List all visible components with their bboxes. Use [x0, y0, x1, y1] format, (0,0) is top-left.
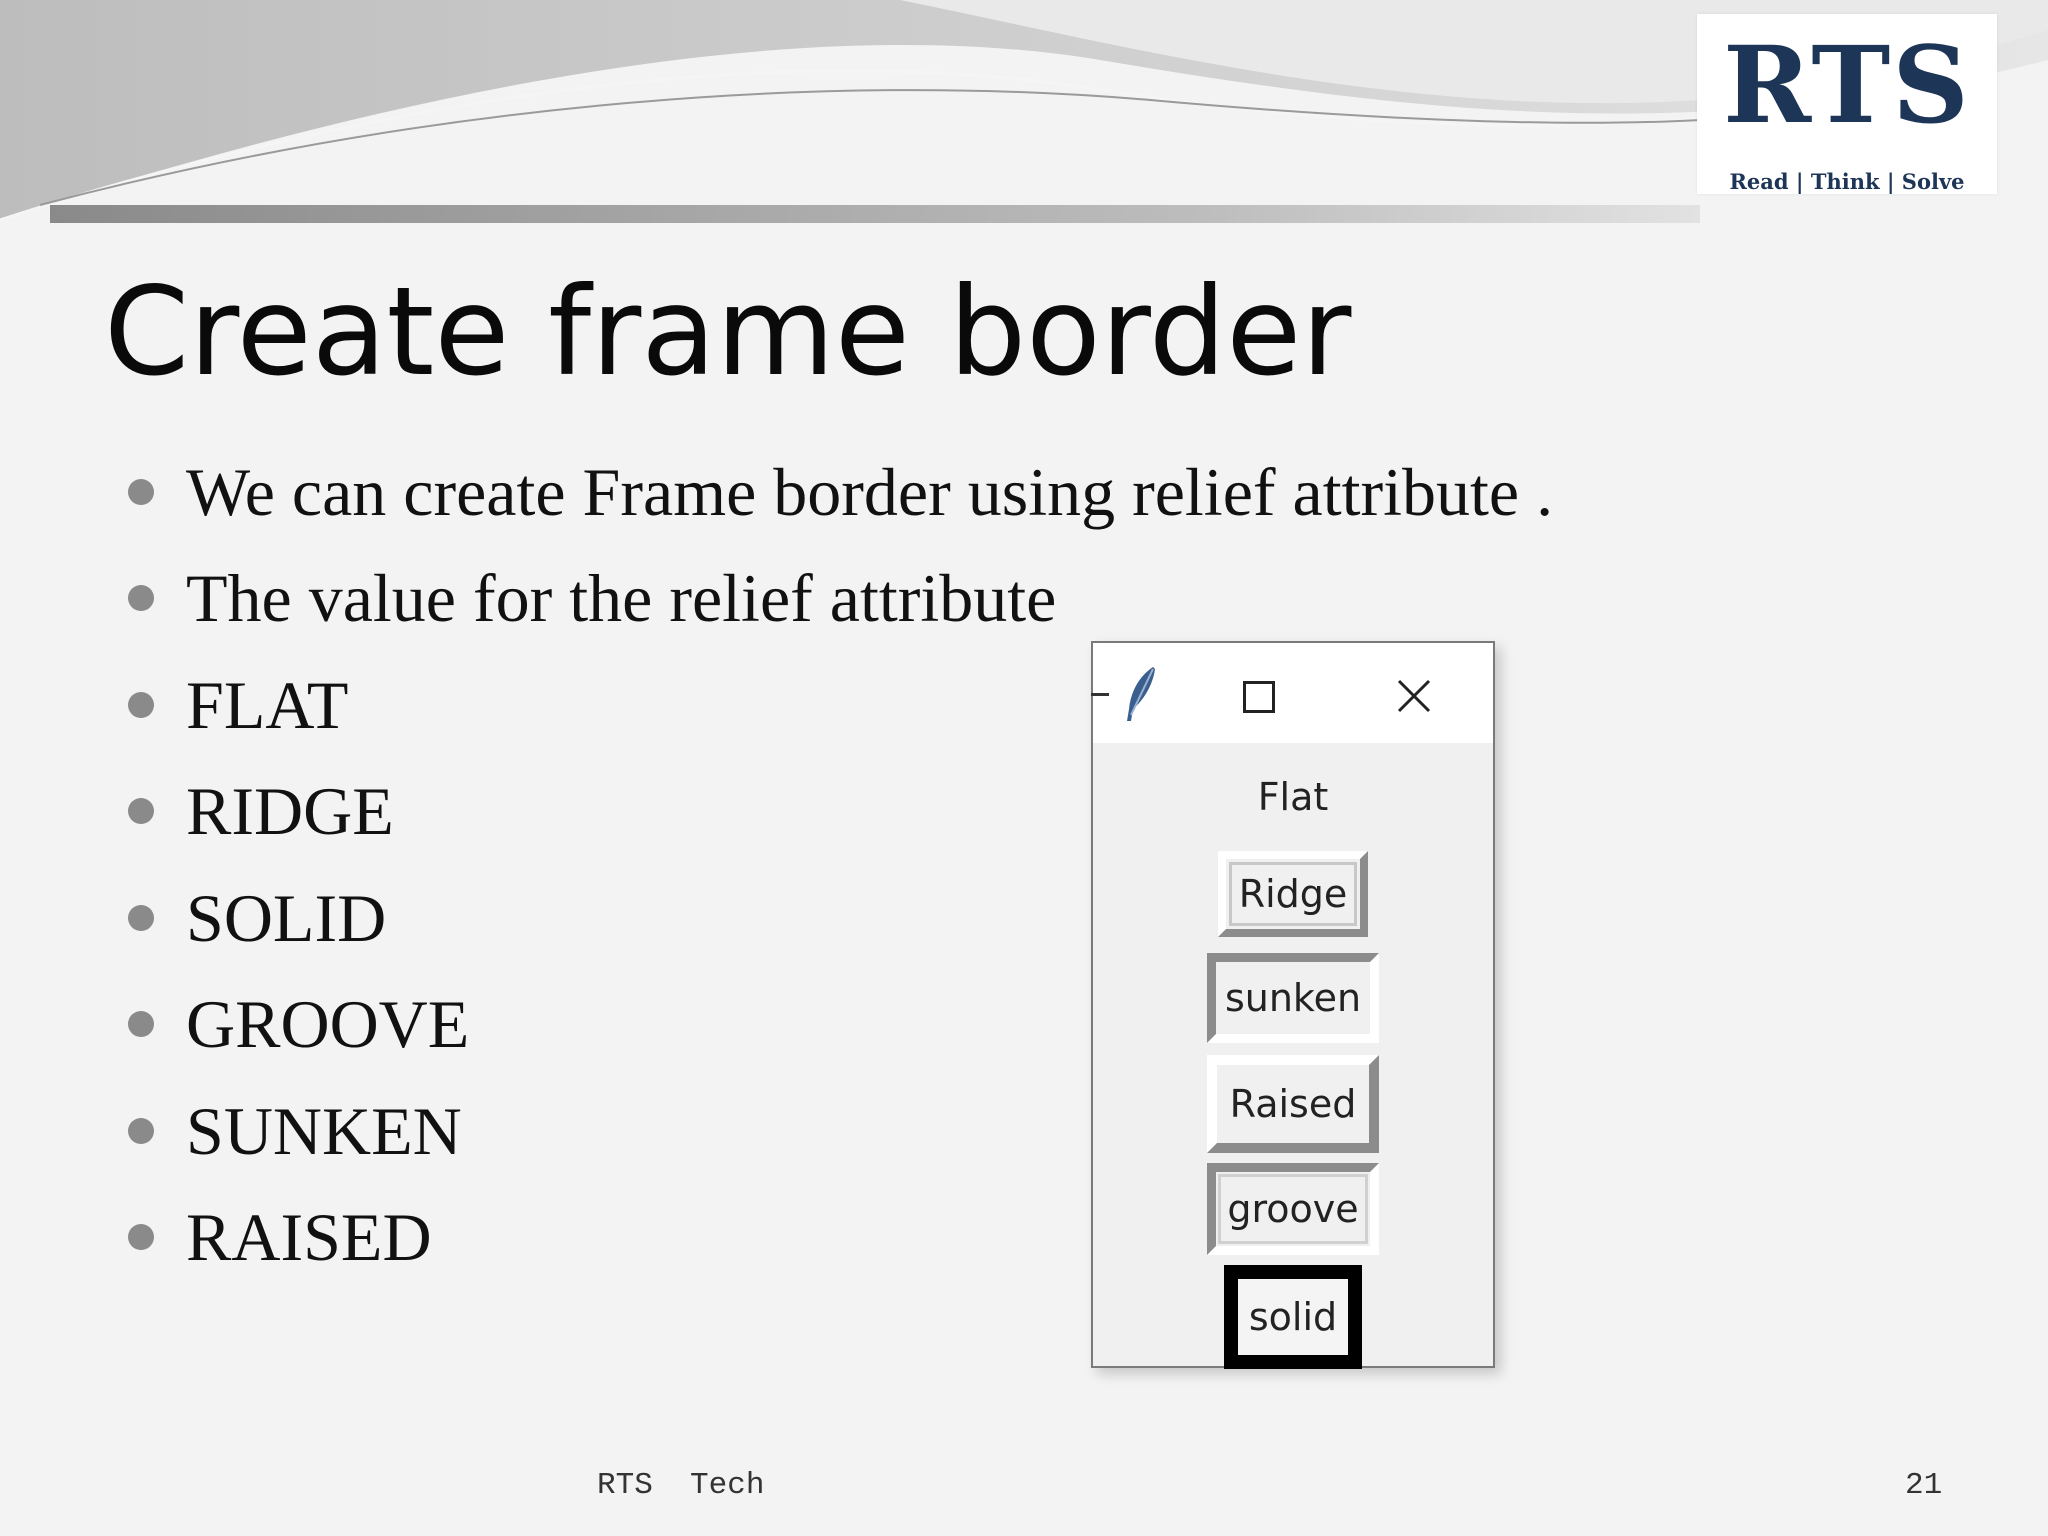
bullet-item	[128, 447, 1553, 537]
rts-logo	[1697, 14, 1997, 194]
slide-title: Create frame border	[104, 261, 1352, 403]
raised-label: Raised	[1207, 1055, 1379, 1153]
bullet-dot-icon	[128, 1011, 154, 1037]
maximize-icon[interactable]	[1243, 681, 1275, 713]
footer-text: RTS Tech	[597, 1468, 765, 1503]
minimize-icon[interactable]	[1091, 693, 1109, 696]
sunken-label: sunken	[1207, 953, 1379, 1043]
bullet-item	[128, 766, 394, 856]
ridge-label: Ridge	[1218, 851, 1368, 937]
bullet-dot-icon	[128, 479, 154, 505]
bullet-text: SOLID	[186, 879, 387, 956]
bullet-item	[128, 873, 386, 963]
bullet-text: We can create Frame border using relief attribute .	[186, 453, 1554, 530]
bullet-item	[128, 1192, 432, 1282]
bullet-text: GROOVE	[186, 985, 470, 1062]
tkinter-window-screenshot	[1091, 641, 1495, 1368]
bullet-dot-icon	[128, 585, 154, 611]
page-number: 21	[1905, 1468, 1943, 1503]
bullet-text: RIDGE	[186, 772, 394, 849]
window-titlebar	[1093, 643, 1493, 743]
bullet-text: FLAT	[186, 666, 349, 743]
feather-icon	[1123, 665, 1159, 723]
bullet-item	[128, 660, 348, 750]
solid-label: solid	[1224, 1265, 1362, 1369]
bullet-dot-icon	[128, 1118, 154, 1144]
bullet-dot-icon	[128, 1224, 154, 1250]
bullet-text: SUNKEN	[186, 1092, 462, 1169]
logo-tagline: Read | Think | Solve	[1729, 169, 1965, 194]
bullet-item	[128, 1086, 462, 1176]
logo-main-text: RTS	[1723, 22, 1971, 147]
bullet-dot-icon	[128, 692, 154, 718]
bullet-text: RAISED	[186, 1198, 432, 1275]
groove-label: groove	[1207, 1163, 1379, 1255]
flat-label: Flat	[1248, 771, 1339, 823]
bullet-item	[128, 553, 1056, 643]
bullet-item	[128, 979, 469, 1069]
bullet-dot-icon	[128, 905, 154, 931]
bullet-dot-icon	[128, 798, 154, 824]
bullet-text: The value for the relief attribute	[186, 559, 1057, 636]
close-icon[interactable]	[1393, 675, 1435, 717]
